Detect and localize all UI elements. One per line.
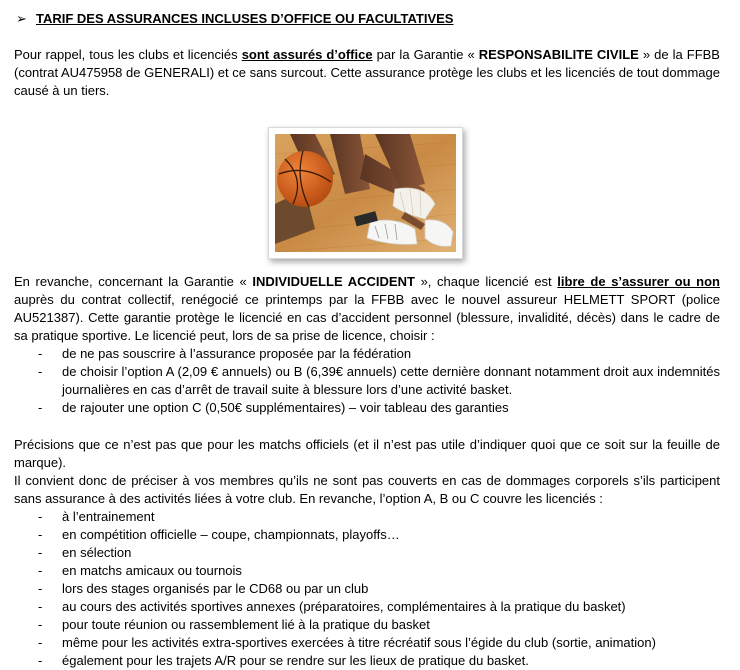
text-run: par la Garantie « [372,47,479,62]
list-item-text: en compétition officielle – coupe, championnats, playoffs… [62,527,400,542]
text-run: » de la FFBB (contrat AU475958 de GENERALI) et ce sans surcout. Cette assurance protège les clubs et les licenciés de tout dommage causé à un tiers. [14,47,720,98]
text-run: En revanche, concernant la Garantie « [14,274,253,289]
dash-bullet: - [38,635,43,650]
dash-bullet: - [38,653,43,668]
emphasis-text: libre de s’assurer ou non [557,274,720,289]
list-item [14,652,720,670]
list-item [14,345,720,363]
list-item [14,399,720,417]
dash-bullet: - [38,545,43,560]
list-item [14,562,720,580]
list-item [14,598,720,616]
list-item [14,634,720,652]
text-run: », chaque licencié est [414,274,558,289]
list-item-text: lors des stages organisés par le CD68 ou par un club [62,581,369,596]
paragraph-precisions [14,436,720,670]
list-item-text: de choisir l’option A (2,09 € annuels) ou B (6,39€ annuels) cette dernière donnant notamment droit aux indemnités journalières en cas d’arrêt de travail suite à blessure lors d’une activité basket. [62,364,720,397]
basketball-injury-photo [268,127,463,259]
list-item-text: en sélection [62,545,132,560]
text-run: auprès du contrat collectif, renégocié ce printemps par la FFBB avec le nouvel assureur HELMETT SPORT (police AU521387). Cette garantie protège le licencié en cas d’accident personnel (blessure, invalidité, décès) dans le cadre de sa pratique sportive. Le licencié peut, lors de sa prise de licence, choisir : [14,292,720,343]
list-item-text: au cours des activités sportives annexes (préparatoires, complémentaires à la pratique du basket) [62,599,626,614]
dash-bullet: - [38,617,43,632]
list-item-text: de rajouter une option C (0,50€ supplémentaires) – voir tableau des garanties [62,400,509,415]
list-item-text: pour toute réunion ou rassemblement lié à la pratique du basket [62,617,430,632]
list-item-text: à l’entrainement [62,509,155,524]
bold-text: RESPONSABILITE CIVILE [478,47,639,62]
list-item-text: de ne pas souscrire à l’assurance proposée par la fédération [62,346,412,361]
list-item [14,508,720,526]
dash-bullet: - [38,599,43,614]
list-item [14,363,720,399]
dash-bullet: - [38,563,43,578]
emphasis-text: sont assurés d’office [241,47,373,62]
section-title: TARIF DES ASSURANCES INCLUSES D’OFFICE OU FACULTATIVES [36,11,454,26]
section-heading [16,11,453,27]
paragraph-individuelle-accident [14,273,720,417]
dash-bullet: - [38,581,43,596]
bold-text: INDIVIDUELLE ACCIDENT [252,274,415,289]
list-item [14,526,720,544]
paragraph-text: Précisions que ce n’est pas que pour les matchs officiels (et il n’est pas utile d’indiquer quoi que ce soit sur la feuille de marque). [14,437,720,470]
list-item [14,616,720,634]
dash-bullet: - [38,346,43,361]
list-item [14,544,720,562]
paragraph-text: Il convient donc de préciser à vos membres qu’ils ne sont pas couverts en cas de dommages corporels s’ils participent sans assurance à des activités liées à votre club. En revanche, l’option A, B ou C couvre les licenciés : [14,473,720,506]
dash-bullet: - [38,400,43,415]
list-item-text: même pour les activités extra-sportives exercées à titre récréatif sous l’égide du club (sortie, animation) [62,635,656,650]
list-item-text: également pour les trajets A/R pour se rendre sur les lieux de pratique du basket. [62,653,529,668]
arrow-bullet-icon: ➢ [16,11,27,26]
paragraph-responsabilite-civile [14,46,720,100]
list-item-text: en matchs amicaux ou tournois [62,563,242,578]
paragraph-text [14,273,720,345]
dash-bullet: - [38,364,43,379]
coverage-list [14,508,720,670]
options-list [14,345,720,417]
list-item [14,580,720,598]
injured-player-photo-icon [275,134,456,252]
dash-bullet: - [38,509,43,524]
dash-bullet: - [38,527,43,542]
text-run: Pour rappel, tous les clubs et licenciés [14,47,242,62]
